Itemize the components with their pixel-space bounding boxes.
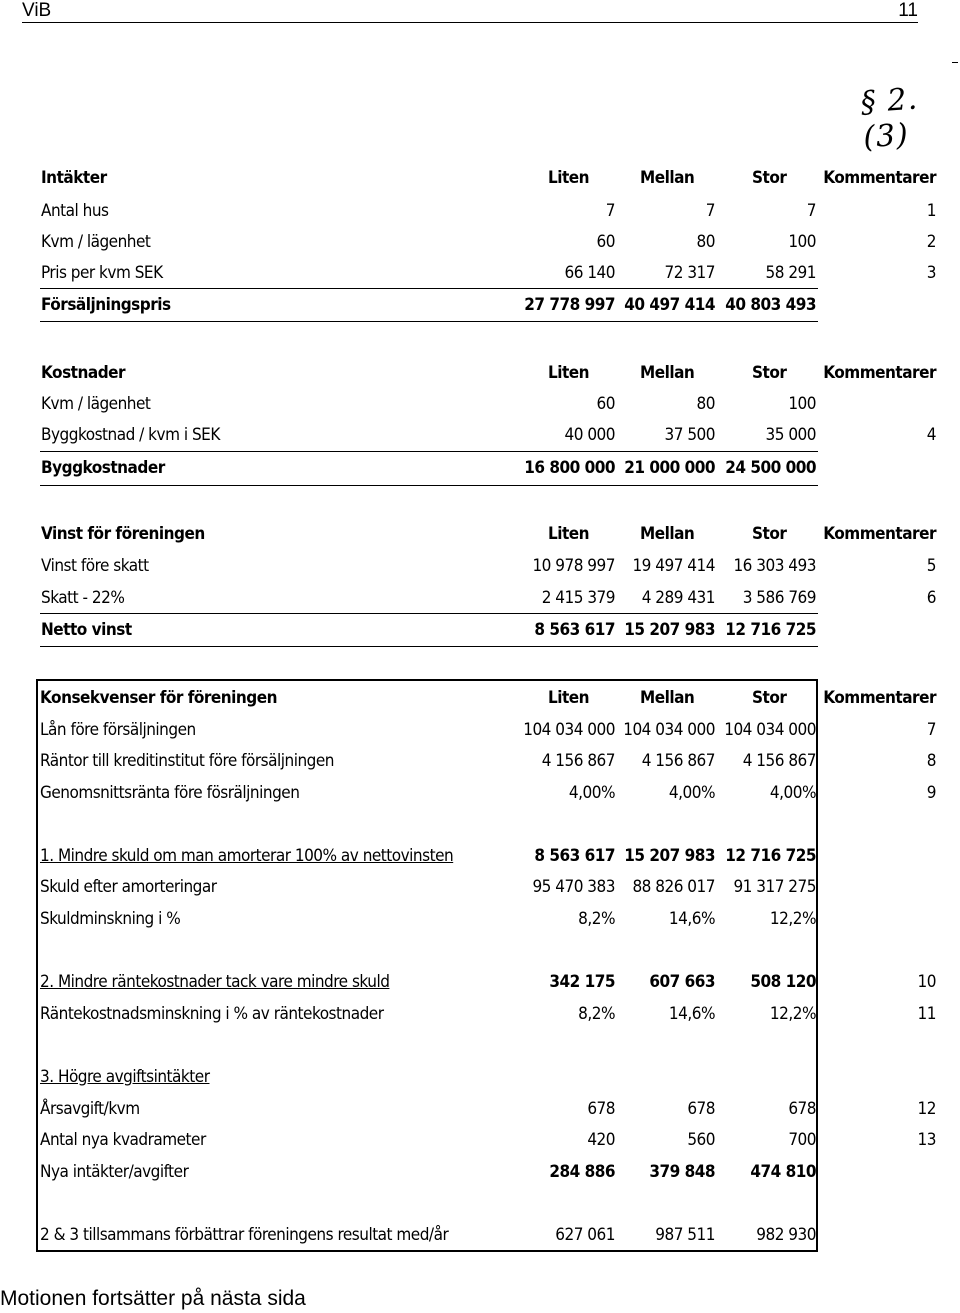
cell-liten: 60: [596, 394, 615, 414]
cell-liten: 627 061: [555, 1225, 615, 1245]
table-row: [0, 196, 960, 226]
col-header-liten: Liten: [548, 524, 590, 544]
cell-mellan: 40 497 414: [624, 295, 715, 315]
cell-liten: 4 156 867: [541, 751, 615, 771]
cell-stor: 982 930: [756, 1225, 816, 1245]
table-row: [0, 258, 960, 288]
cell-mellan: 678: [687, 1099, 715, 1119]
cell-kommentar: 8: [926, 751, 936, 771]
cell-stor: 12,2%: [769, 909, 816, 929]
cell-stor: 24 500 000: [725, 458, 816, 478]
cell-liten: 8 563 617: [534, 620, 615, 640]
table-header-konsekvenser: [0, 683, 960, 713]
row-label: Netto vinst: [41, 620, 132, 640]
table-row: [0, 227, 960, 257]
cell-liten: 4,00%: [568, 783, 615, 803]
cell-liten: 27 778 997: [524, 295, 615, 315]
table-row: [0, 904, 960, 934]
row-label: Genomsnittsränta före fösräljningen: [40, 783, 300, 803]
table-row: [0, 715, 960, 745]
table-row: [0, 583, 960, 613]
cell-liten: 95 470 383: [532, 877, 615, 897]
cell-mellan: 80: [696, 394, 715, 414]
cell-kommentar: 4: [926, 425, 936, 445]
cell-mellan: 88 826 017: [632, 877, 715, 897]
col-header-stor: Stor: [752, 524, 787, 544]
cell-liten: 342 175: [549, 972, 615, 992]
section-title: Vinst för föreningen: [41, 524, 205, 544]
subsection-title: 1. Mindre skuld om man amorterar 100% av nettovinsten: [40, 846, 454, 866]
cell-kommentar: 2: [926, 232, 936, 252]
total-row: [0, 615, 960, 645]
col-header-mellan: Mellan: [640, 524, 695, 544]
row-label: Årsavgift/kvm: [40, 1099, 140, 1119]
cell-stor: 35 000: [765, 425, 816, 445]
table-row: [0, 999, 960, 1029]
row-label: Räntor till kreditinstitut före försäljningen: [40, 751, 334, 771]
subsection-title: 3. Högre avgiftsintäkter: [40, 1067, 210, 1087]
row-label: Antal hus: [41, 201, 109, 221]
cell-liten: 420: [587, 1130, 615, 1150]
handwritten-note: § 2.(3): [859, 81, 920, 156]
row-label: Vinst före skatt: [41, 556, 149, 576]
cell-mellan: 37 500: [664, 425, 715, 445]
col-header-mellan: Mellan: [640, 363, 695, 383]
table-row: [0, 1157, 960, 1187]
section-divider: [40, 321, 818, 322]
cell-mellan: 7: [705, 201, 715, 221]
cell-liten: 678: [587, 1099, 615, 1119]
cell-kommentar: 12: [917, 1099, 936, 1119]
table-row: [0, 872, 960, 902]
row-label: Försäljningspris: [41, 295, 171, 315]
cell-stor: 12 716 725: [725, 846, 816, 866]
subsection-title: 2. Mindre räntekostnader tack vare mindre skuld: [40, 972, 390, 992]
cell-liten: 284 886: [549, 1162, 615, 1182]
row-divider: [40, 288, 818, 289]
subsection-title-row: [0, 1062, 960, 1092]
cell-kommentar: 13: [917, 1130, 936, 1150]
cell-mellan: 560: [687, 1130, 715, 1150]
cell-stor: 12,2%: [769, 1004, 816, 1024]
table-row: [0, 551, 960, 581]
table-row: [0, 389, 960, 419]
scan-mark: [952, 62, 958, 63]
cell-mellan: 607 663: [649, 972, 715, 992]
cell-mellan: 72 317: [664, 263, 715, 283]
col-header-kommentarer: Kommentarer: [823, 168, 936, 188]
cell-kommentar: 1: [926, 201, 936, 221]
cell-stor: 508 120: [750, 972, 816, 992]
cell-stor: 4,00%: [769, 783, 816, 803]
cell-mellan: 4 156 867: [641, 751, 715, 771]
summary-row: [0, 1220, 960, 1250]
cell-liten: 8,2%: [578, 1004, 615, 1024]
cell-liten: 60: [596, 232, 615, 252]
box-border-bottom: [36, 1250, 818, 1252]
table-row: [0, 746, 960, 776]
cell-stor: 91 317 275: [733, 877, 816, 897]
table-header-vinst: [0, 519, 960, 549]
row-divider: [40, 451, 818, 452]
cell-mellan: 4 289 431: [641, 588, 715, 608]
row-label: Kvm / lägenhet: [41, 232, 151, 252]
cell-stor: 3 586 769: [742, 588, 816, 608]
cell-liten: 40 000: [564, 425, 615, 445]
table-row: [0, 967, 960, 997]
cell-kommentar: 6: [926, 588, 936, 608]
cell-mellan: 80: [696, 232, 715, 252]
table-row: [0, 1125, 960, 1155]
box-border-top: [36, 679, 818, 681]
col-header-kommentarer: Kommentarer: [823, 363, 936, 383]
col-header-mellan: Mellan: [640, 168, 695, 188]
cell-mellan: 21 000 000: [624, 458, 715, 478]
cell-mellan: 15 207 983: [624, 620, 715, 640]
cell-mellan: 4,00%: [668, 783, 715, 803]
table-row: [0, 420, 960, 450]
cell-mellan: 14,6%: [668, 909, 715, 929]
col-header-liten: Liten: [548, 168, 590, 188]
page-header: [22, 0, 918, 23]
cell-mellan: 987 511: [655, 1225, 715, 1245]
cell-mellan: 15 207 983: [624, 846, 715, 866]
cell-stor: 16 303 493: [733, 556, 816, 576]
table-header-intakter: [0, 163, 960, 193]
cell-liten: 8 563 617: [534, 846, 615, 866]
cell-liten: 10 978 997: [532, 556, 615, 576]
section-title: Konsekvenser för föreningen: [40, 688, 278, 708]
cell-mellan: 14,6%: [668, 1004, 715, 1024]
cell-stor: 700: [788, 1130, 816, 1150]
cell-mellan: 19 497 414: [632, 556, 715, 576]
cell-liten: 16 800 000: [524, 458, 615, 478]
cell-liten: 66 140: [564, 263, 615, 283]
col-header-stor: Stor: [752, 688, 787, 708]
col-header-kommentarer: Kommentarer: [823, 524, 936, 544]
cell-stor: 40 803 493: [725, 295, 816, 315]
row-label: Lån före försäljningen: [40, 720, 196, 740]
cell-kommentar: 11: [917, 1004, 936, 1024]
row-label: Byggkostnader: [41, 458, 165, 478]
cell-liten: 104 034 000: [523, 720, 615, 740]
cell-stor: 4 156 867: [742, 751, 816, 771]
cell-kommentar: 9: [926, 783, 936, 803]
row-label: 2 & 3 tillsammans förbättrar föreningens resultat med/år: [40, 1225, 449, 1245]
cell-kommentar: 10: [917, 972, 936, 992]
col-header-liten: Liten: [548, 363, 590, 383]
cell-stor: 678: [788, 1099, 816, 1119]
cell-liten: 2 415 379: [541, 588, 615, 608]
header-left-text: ViB: [22, 0, 52, 21]
row-label: Skuldminskning i %: [40, 909, 181, 929]
row-label: Pris per kvm SEK: [41, 263, 163, 283]
section-divider: [40, 485, 818, 486]
row-label: Kvm / lägenhet: [41, 394, 151, 414]
total-row: [0, 290, 960, 320]
cell-stor: 104 034 000: [724, 720, 816, 740]
col-header-stor: Stor: [752, 168, 787, 188]
cell-stor: 100: [788, 232, 816, 252]
row-label: Skatt - 22%: [41, 588, 125, 608]
row-divider: [40, 613, 818, 614]
col-header-mellan: Mellan: [640, 688, 695, 708]
cell-liten: 8,2%: [578, 909, 615, 929]
cell-stor: 7: [806, 201, 816, 221]
col-header-stor: Stor: [752, 363, 787, 383]
cell-liten: 7: [605, 201, 615, 221]
col-header-kommentarer: Kommentarer: [823, 688, 936, 708]
row-label: Byggkostnad / kvm i SEK: [41, 425, 220, 445]
cell-mellan: 379 848: [649, 1162, 715, 1182]
cell-mellan: 104 034 000: [623, 720, 715, 740]
row-label: Räntekostnadsminskning i % av räntekostnader: [40, 1004, 384, 1024]
row-label: Antal nya kvadrameter: [40, 1130, 206, 1150]
table-row: [0, 1094, 960, 1124]
cell-stor: 474 810: [750, 1162, 816, 1182]
table-row: [0, 841, 960, 871]
cell-stor: 12 716 725: [725, 620, 816, 640]
section-title: Intäkter: [41, 168, 107, 188]
continuation-note: Motionen fortsätter på nästa sida: [0, 1287, 306, 1310]
cell-kommentar: 3: [926, 263, 936, 283]
table-row: [0, 778, 960, 808]
total-row: [0, 453, 960, 483]
section-title: Kostnader: [41, 363, 126, 383]
cell-stor: 58 291: [765, 263, 816, 283]
page-number: 11: [898, 0, 918, 21]
cell-kommentar: 5: [926, 556, 936, 576]
cell-kommentar: 7: [926, 720, 936, 740]
table-header-kostnader: [0, 358, 960, 388]
row-label: Skuld efter amorteringar: [40, 877, 217, 897]
section-divider: [40, 646, 818, 647]
row-label: Nya intäkter/avgifter: [40, 1162, 189, 1182]
col-header-liten: Liten: [548, 688, 590, 708]
cell-stor: 100: [788, 394, 816, 414]
